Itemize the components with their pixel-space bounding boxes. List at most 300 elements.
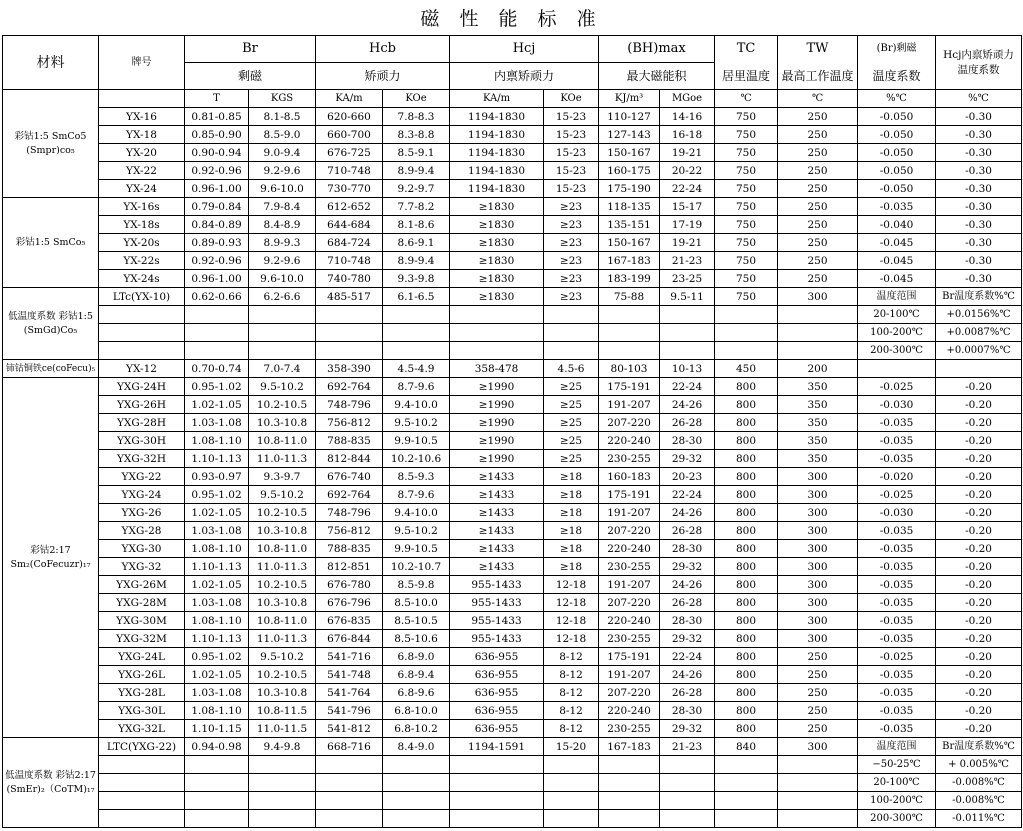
value-cell: 750 xyxy=(715,234,778,252)
value-cell: 636-955 xyxy=(450,648,544,666)
value-cell: 800 xyxy=(715,720,778,738)
table-row xyxy=(3,270,1022,288)
value-cell: 8.5-10.5 xyxy=(383,612,450,630)
value-cell: ≥1433 xyxy=(450,486,544,504)
grade-cell: YXG-24H xyxy=(99,378,185,396)
blank-cell xyxy=(599,342,660,360)
blank-cell xyxy=(599,792,660,810)
value-cell: 1.08-1.10 xyxy=(185,612,249,630)
value-cell: 692-764 xyxy=(316,486,383,504)
grade-cell: YXG-26L xyxy=(99,666,185,684)
blank-cell xyxy=(249,792,316,810)
blank-cell xyxy=(316,756,383,774)
value-cell: 4.5-6 xyxy=(544,360,599,378)
table-row xyxy=(3,666,1022,684)
value-cell: 9.6-10.0 xyxy=(249,180,316,198)
value-cell: 12-18 xyxy=(544,594,599,612)
value-cell: 1.03-1.08 xyxy=(185,684,249,702)
value-cell: -0.20 xyxy=(936,558,1022,576)
blank-cell xyxy=(316,306,383,324)
value-cell: -0.050 xyxy=(858,126,936,144)
blank-cell xyxy=(660,792,715,810)
value-cell: 676-725 xyxy=(316,144,383,162)
header-br-sub: 剩磁 xyxy=(185,63,316,90)
value-cell: -0.30 xyxy=(936,252,1022,270)
value-cell: 22-24 xyxy=(660,648,715,666)
value-cell: ≥25 xyxy=(544,432,599,450)
value-cell: 220-240 xyxy=(599,612,660,630)
blank-cell xyxy=(450,324,544,342)
grade-cell: LTC(YXG-22) xyxy=(99,738,185,756)
value-cell: 0.89-0.93 xyxy=(185,234,249,252)
blank-cell xyxy=(99,810,185,828)
value-cell: 9.2-9.6 xyxy=(249,252,316,270)
value-cell: -0.20 xyxy=(936,468,1022,486)
value-cell: 541-748 xyxy=(316,666,383,684)
value-cell: 9.4-9.8 xyxy=(249,738,316,756)
value-cell: -0.035 xyxy=(858,522,936,540)
value-cell: 15-23 xyxy=(544,108,599,126)
value-cell: -0.30 xyxy=(936,180,1022,198)
blank-cell xyxy=(185,810,249,828)
value-cell: -0.035 xyxy=(858,558,936,576)
value-cell: 350 xyxy=(778,414,858,432)
table-row xyxy=(3,252,1022,270)
value-cell: 8.7-9.6 xyxy=(383,378,450,396)
grade-cell: YXG-28H xyxy=(99,414,185,432)
blank-cell xyxy=(249,306,316,324)
value-cell: -0.050 xyxy=(858,108,936,126)
value-cell: 750 xyxy=(715,144,778,162)
table-row xyxy=(3,594,1022,612)
value-cell: ≥18 xyxy=(544,504,599,522)
value-cell: 6.1-6.5 xyxy=(383,288,450,306)
value-cell: 21-23 xyxy=(660,738,715,756)
value-cell: 250 xyxy=(778,180,858,198)
value-cell: 9.5-10.2 xyxy=(249,486,316,504)
header-hcj-sub: 内禀矫顽力 xyxy=(450,63,599,90)
value-cell: 167-183 xyxy=(599,252,660,270)
coef-range-cell: 温度范围 xyxy=(858,288,936,306)
value-cell: 684-724 xyxy=(316,234,383,252)
grade-cell: YX-20 xyxy=(99,144,185,162)
value-cell: 20-22 xyxy=(660,162,715,180)
grade-cell: YXG-28M xyxy=(99,594,185,612)
header-hcj-coef: Hcj内禀矫顽力温度系数 xyxy=(936,36,1022,90)
value-cell: 1.02-1.05 xyxy=(185,576,249,594)
blank-cell xyxy=(316,810,383,828)
value-cell: ≥18 xyxy=(544,522,599,540)
table-body xyxy=(3,36,1022,828)
value-cell: 26-28 xyxy=(660,684,715,702)
value-cell: 710-748 xyxy=(316,162,383,180)
value-cell: 230-255 xyxy=(599,720,660,738)
unit-cell: KGS xyxy=(249,90,316,108)
value-cell: ≥1990 xyxy=(450,432,544,450)
value-cell: 7.0-7.4 xyxy=(249,360,316,378)
value-cell: 300 xyxy=(778,630,858,648)
unit-cell: KOe xyxy=(383,90,450,108)
value-cell: 9.5-10.2 xyxy=(249,648,316,666)
value-cell: 10.8-11.0 xyxy=(249,540,316,558)
blank-cell xyxy=(249,810,316,828)
value-cell: 9.5-11 xyxy=(660,288,715,306)
value-cell: -0.020 xyxy=(858,468,936,486)
value-cell: 955-1433 xyxy=(450,594,544,612)
value-cell: 800 xyxy=(715,702,778,720)
coef-value-cell: +0.0007%℃ xyxy=(936,342,1022,360)
value-cell: 7.7-8.2 xyxy=(383,198,450,216)
value-cell: ≥18 xyxy=(544,558,599,576)
value-cell: -0.30 xyxy=(936,162,1022,180)
value-cell: 9.0-9.4 xyxy=(249,144,316,162)
blank-cell xyxy=(660,324,715,342)
value-cell: 8.5-10.6 xyxy=(383,630,450,648)
value-cell: 800 xyxy=(715,378,778,396)
coef-range-cell: 100-200℃ xyxy=(858,324,936,342)
value-cell: 9.4-10.0 xyxy=(383,396,450,414)
value-cell: ≥25 xyxy=(544,396,599,414)
value-cell: 24-26 xyxy=(660,666,715,684)
blank-cell xyxy=(450,774,544,792)
header-tw-sub: 最高工作温度 xyxy=(778,63,858,90)
value-cell: 1.03-1.08 xyxy=(185,414,249,432)
value-cell: 15-20 xyxy=(544,738,599,756)
unit-cell: KOe xyxy=(544,90,599,108)
value-cell: 0.90-0.94 xyxy=(185,144,249,162)
value-cell: 8.5-9.1 xyxy=(383,144,450,162)
value-cell: 840 xyxy=(715,738,778,756)
value-cell: 750 xyxy=(715,198,778,216)
coef-range-cell: 100-200℃ xyxy=(858,792,936,810)
value-cell: 220-240 xyxy=(599,702,660,720)
header-br-coef-sub: 温度系数 xyxy=(858,63,936,90)
blank-cell xyxy=(316,324,383,342)
value-cell: 191-207 xyxy=(599,576,660,594)
value-cell: -0.20 xyxy=(936,684,1022,702)
value-cell: 800 xyxy=(715,486,778,504)
grade-cell: YX-20s xyxy=(99,234,185,252)
value-cell: 230-255 xyxy=(599,450,660,468)
grade-cell: YXG-32L xyxy=(99,720,185,738)
value-cell: 800 xyxy=(715,594,778,612)
value-cell: 9.9-10.5 xyxy=(383,432,450,450)
value-cell: ≥23 xyxy=(544,270,599,288)
value-cell: 10.8-11.0 xyxy=(249,432,316,450)
blank-cell xyxy=(249,756,316,774)
value-cell: -0.035 xyxy=(858,612,936,630)
blank-cell xyxy=(778,792,858,810)
value-cell: 750 xyxy=(715,216,778,234)
value-cell: -0.035 xyxy=(858,198,936,216)
value-cell: 350 xyxy=(778,378,858,396)
value-cell: 9.2-9.6 xyxy=(249,162,316,180)
grade-cell: YX-24 xyxy=(99,180,185,198)
value-cell: -0.20 xyxy=(936,630,1022,648)
value-cell: 207-220 xyxy=(599,684,660,702)
blank-cell xyxy=(599,774,660,792)
value-cell: ≥1830 xyxy=(450,252,544,270)
value-cell: 1.08-1.10 xyxy=(185,432,249,450)
value-cell: 8.9-9.3 xyxy=(249,234,316,252)
blank-cell xyxy=(544,756,599,774)
value-cell: 127-143 xyxy=(599,126,660,144)
value-cell: 10.2-10.5 xyxy=(249,666,316,684)
grade-cell: YXG-30H xyxy=(99,432,185,450)
value-cell: 250 xyxy=(778,684,858,702)
value-cell: -0.20 xyxy=(936,414,1022,432)
value-cell: 800 xyxy=(715,558,778,576)
value-cell: ≥18 xyxy=(544,540,599,558)
value-cell: 20-23 xyxy=(660,468,715,486)
value-cell: -0.20 xyxy=(936,540,1022,558)
value-cell: 11.0-11.3 xyxy=(249,450,316,468)
value-cell: 250 xyxy=(778,720,858,738)
value-cell: -0.20 xyxy=(936,648,1022,666)
value-cell: 9.2-9.7 xyxy=(383,180,450,198)
value-cell: -0.20 xyxy=(936,432,1022,450)
unit-cell: KJ/m³ xyxy=(599,90,660,108)
value-cell: -0.045 xyxy=(858,234,936,252)
blank-cell xyxy=(316,792,383,810)
value-cell: -0.30 xyxy=(936,144,1022,162)
value-cell: ≥25 xyxy=(544,378,599,396)
value-cell: 250 xyxy=(778,126,858,144)
value-cell: 8-12 xyxy=(544,720,599,738)
value-cell: 756-812 xyxy=(316,522,383,540)
header-hcj: Hcj xyxy=(450,36,599,63)
value-cell: 7.9-8.4 xyxy=(249,198,316,216)
value-cell: 16-18 xyxy=(660,126,715,144)
value-cell: 8-12 xyxy=(544,648,599,666)
value-cell: ≥1990 xyxy=(450,378,544,396)
value-cell: 10.2-10.5 xyxy=(249,396,316,414)
grade-cell: YXG-32M xyxy=(99,630,185,648)
value-cell: -0.050 xyxy=(858,180,936,198)
value-cell: 4.5-4.9 xyxy=(383,360,450,378)
value-cell: 250 xyxy=(778,234,858,252)
value-cell: 955-1433 xyxy=(450,630,544,648)
blank-cell xyxy=(383,774,450,792)
value-cell: 6.2-6.6 xyxy=(249,288,316,306)
value-cell: 800 xyxy=(715,450,778,468)
blank-cell xyxy=(249,342,316,360)
value-cell: 692-764 xyxy=(316,378,383,396)
blank-cell xyxy=(99,324,185,342)
blank-cell xyxy=(450,342,544,360)
value-cell: 0.84-0.89 xyxy=(185,216,249,234)
value-cell: -0.20 xyxy=(936,522,1022,540)
value-cell: 800 xyxy=(715,630,778,648)
coef-value-cell: -0.008%℃ xyxy=(936,774,1022,792)
blank-cell xyxy=(544,306,599,324)
value-cell: 812-851 xyxy=(316,558,383,576)
value-cell: ≥1830 xyxy=(450,270,544,288)
value-cell: -0.30 xyxy=(936,234,1022,252)
value-cell xyxy=(858,360,936,378)
coef-range-cell: 20-100℃ xyxy=(858,306,936,324)
blank-cell xyxy=(450,792,544,810)
value-cell: 207-220 xyxy=(599,414,660,432)
value-cell: 0.95-1.02 xyxy=(185,378,249,396)
value-cell: 110-127 xyxy=(599,108,660,126)
grade-cell: YXG-26H xyxy=(99,396,185,414)
value-cell: 541-716 xyxy=(316,648,383,666)
value-cell: 955-1433 xyxy=(450,612,544,630)
table-row xyxy=(3,738,1022,756)
blank-cell xyxy=(715,774,778,792)
table-row xyxy=(3,378,1022,396)
blank-cell xyxy=(383,810,450,828)
value-cell: -0.030 xyxy=(858,396,936,414)
value-cell: 0.95-1.02 xyxy=(185,486,249,504)
table-row xyxy=(3,360,1022,378)
blank-cell xyxy=(316,774,383,792)
value-cell: 788-835 xyxy=(316,432,383,450)
coef-value-cell: + 0.005%℃ xyxy=(936,756,1022,774)
value-cell: 800 xyxy=(715,432,778,450)
value-cell: ≥23 xyxy=(544,198,599,216)
blank-cell xyxy=(544,810,599,828)
header-bhmax-sub: 最大磁能积 xyxy=(599,63,715,90)
value-cell: 6.8-9.6 xyxy=(383,684,450,702)
unit-cell: MGoe xyxy=(660,90,715,108)
value-cell: 75-88 xyxy=(599,288,660,306)
value-cell: 6.8-10.0 xyxy=(383,702,450,720)
value-cell: 800 xyxy=(715,522,778,540)
value-cell: 9.3-9.7 xyxy=(249,468,316,486)
value-cell: 1.03-1.08 xyxy=(185,594,249,612)
value-cell: 800 xyxy=(715,396,778,414)
blank-cell xyxy=(660,342,715,360)
value-cell: 14-16 xyxy=(660,108,715,126)
value-cell: 8.7-9.6 xyxy=(383,486,450,504)
grade-cell: YX-22 xyxy=(99,162,185,180)
value-cell: ≥1990 xyxy=(450,396,544,414)
value-cell: -0.20 xyxy=(936,594,1022,612)
value-cell: 80-103 xyxy=(599,360,660,378)
value-cell: 8.5-9.8 xyxy=(383,576,450,594)
value-cell: 300 xyxy=(778,540,858,558)
value-cell: 350 xyxy=(778,450,858,468)
value-cell: 250 xyxy=(778,666,858,684)
value-cell: 8.1-8.5 xyxy=(249,108,316,126)
value-cell: ≥1830 xyxy=(450,216,544,234)
value-cell: ≥23 xyxy=(544,216,599,234)
grade-cell: YX-22s xyxy=(99,252,185,270)
value-cell: 12-18 xyxy=(544,630,599,648)
value-cell: 750 xyxy=(715,108,778,126)
header-hcb: Hcb xyxy=(316,36,450,63)
value-cell: -0.030 xyxy=(858,504,936,522)
value-cell: 300 xyxy=(778,612,858,630)
value-cell: 12-18 xyxy=(544,612,599,630)
value-cell: 1.02-1.05 xyxy=(185,504,249,522)
value-cell: 9.6-10.0 xyxy=(249,270,316,288)
value-cell: 1194-1591 xyxy=(450,738,544,756)
table-row xyxy=(3,342,1022,360)
value-cell: 8-12 xyxy=(544,702,599,720)
grade-cell: YXG-24L xyxy=(99,648,185,666)
value-cell: 118-135 xyxy=(599,198,660,216)
blank-cell xyxy=(599,324,660,342)
value-cell: ≥1433 xyxy=(450,558,544,576)
grade-cell: YXG-22 xyxy=(99,468,185,486)
value-cell: 15-23 xyxy=(544,144,599,162)
value-cell: 800 xyxy=(715,414,778,432)
value-cell: ≥23 xyxy=(544,288,599,306)
value-cell: 1.08-1.10 xyxy=(185,702,249,720)
blank-cell xyxy=(316,342,383,360)
value-cell: -0.050 xyxy=(858,144,936,162)
table-row xyxy=(3,630,1022,648)
blank-cell xyxy=(450,306,544,324)
value-cell: -0.20 xyxy=(936,666,1022,684)
blank-cell xyxy=(660,756,715,774)
value-cell: -0.025 xyxy=(858,378,936,396)
blank-cell xyxy=(99,774,185,792)
value-cell: 10-13 xyxy=(660,360,715,378)
value-cell: -0.035 xyxy=(858,702,936,720)
coef-value-cell: Br温度系数%℃ xyxy=(936,288,1022,306)
unit-cell: T xyxy=(185,90,249,108)
table-row xyxy=(3,540,1022,558)
value-cell: 788-835 xyxy=(316,540,383,558)
grade-cell: YXG-24 xyxy=(99,486,185,504)
value-cell: 668-716 xyxy=(316,738,383,756)
value-cell: 750 xyxy=(715,162,778,180)
value-cell: 730-770 xyxy=(316,180,383,198)
blank-cell xyxy=(778,756,858,774)
value-cell: 1.10-1.13 xyxy=(185,630,249,648)
table-row xyxy=(3,216,1022,234)
value-cell: ≥18 xyxy=(544,468,599,486)
value-cell: 8-12 xyxy=(544,666,599,684)
value-cell: 450 xyxy=(715,360,778,378)
value-cell: 636-955 xyxy=(450,720,544,738)
magnetic-property-table xyxy=(2,35,1022,828)
coef-value-cell: -0.011%℃ xyxy=(936,810,1022,828)
value-cell: 485-517 xyxy=(316,288,383,306)
value-cell: 9.5-10.2 xyxy=(249,378,316,396)
value-cell: 175-191 xyxy=(599,648,660,666)
value-cell: 220-240 xyxy=(599,432,660,450)
value-cell: ≥23 xyxy=(544,252,599,270)
blank-cell xyxy=(778,342,858,360)
blank-cell xyxy=(99,342,185,360)
blank-cell xyxy=(99,792,185,810)
value-cell: 1.02-1.05 xyxy=(185,666,249,684)
value-cell: 0.94-0.98 xyxy=(185,738,249,756)
value-cell: 23-25 xyxy=(660,270,715,288)
value-cell: -0.040 xyxy=(858,216,936,234)
value-cell: -0.20 xyxy=(936,720,1022,738)
value-cell: 10.2-10.5 xyxy=(249,576,316,594)
value-cell: 207-220 xyxy=(599,522,660,540)
value-cell: 8.6-9.1 xyxy=(383,234,450,252)
value-cell: 10.3-10.8 xyxy=(249,684,316,702)
value-cell: 26-28 xyxy=(660,522,715,540)
value-cell: 0.79-0.84 xyxy=(185,198,249,216)
header-hcb-sub: 矫顽力 xyxy=(316,63,450,90)
value-cell: 710-748 xyxy=(316,252,383,270)
header-br: Br xyxy=(185,36,316,63)
material-cell: 彩钴1:5 SmCo₅ xyxy=(3,198,99,288)
value-cell: 6.8-9.0 xyxy=(383,648,450,666)
value-cell: 9.5-10.2 xyxy=(383,414,450,432)
value-cell: 0.96-1.00 xyxy=(185,270,249,288)
value-cell: 175-191 xyxy=(599,486,660,504)
